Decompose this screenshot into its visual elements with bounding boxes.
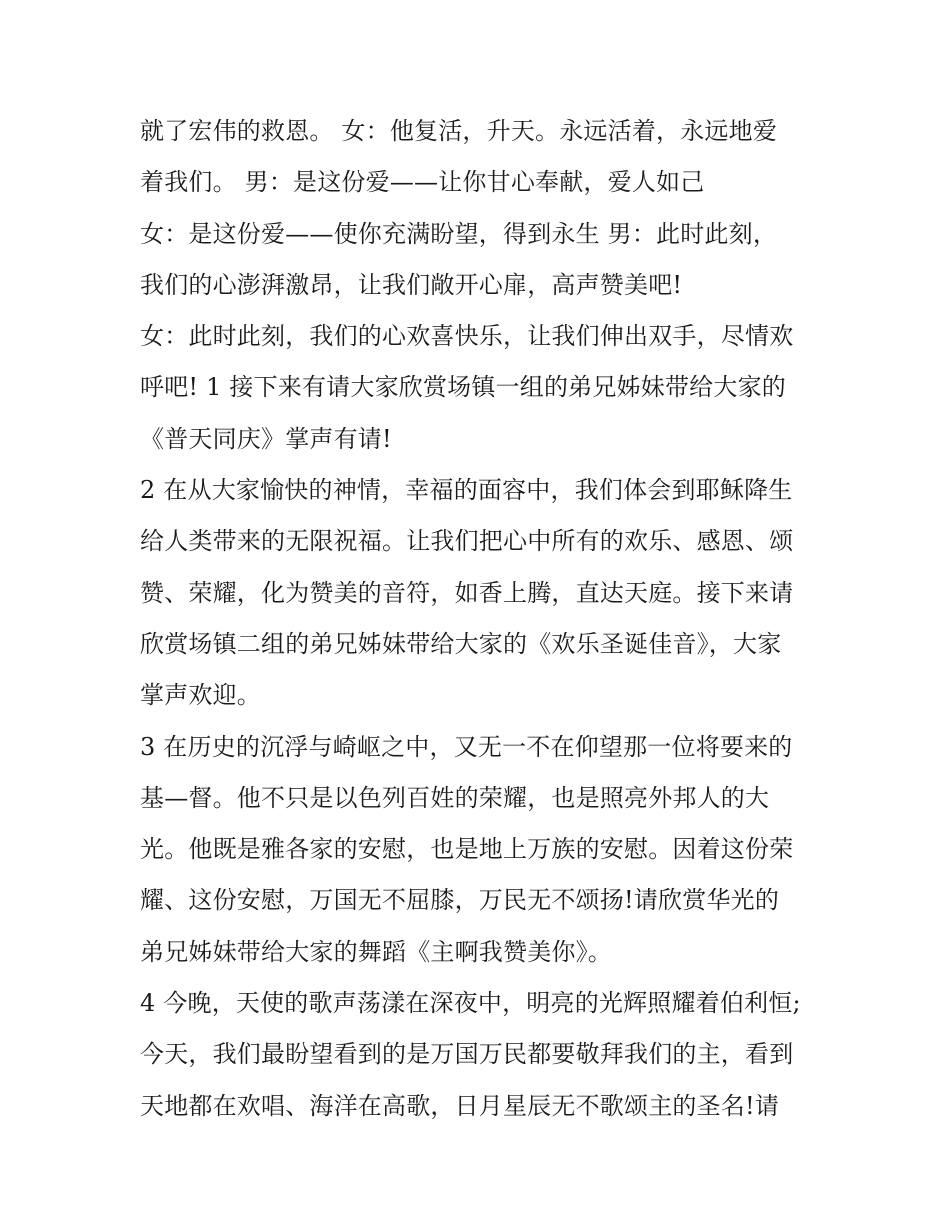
text-line: 光。他既是雅各家的安慰，也是地上万族的安慰。因着这份荣 [140,835,794,864]
text-line: 天地都在欢唱、海洋在高歌，日月星辰无不歌颂主的圣名!请 [140,1091,780,1120]
text-line: 4 今晚，天使的歌声荡漾在深夜中，明亮的光辉照耀着伯利恒; [140,989,801,1018]
text-line: 耀、这份安慰，万国无不屈膝，万民无不颂扬!请欣赏华光的 [140,886,780,915]
text-line: 着我们。 男：是这份爱——让你甘心奉献，爱人如己 [140,168,705,197]
text-line: 呼吧! 1 接下来有请大家欣赏场镇一组的弟兄姊妹带给大家的 [140,373,786,402]
text-line: 《普天同庆》掌声有请! [140,424,392,453]
text-line: 基—督。他不只是以色列百姓的荣耀，也是照亮外邦人的大 [140,783,770,812]
text-line: 掌声欢迎。 [140,681,261,710]
text-line: 弟兄姊妹带给大家的舞蹈《主啊我赞美你》。 [140,937,612,966]
body-text [140,106,820,1132]
text-line: 今天，我们最盼望看到的是万国万民都要敬拜我们的主，看到 [140,1040,794,1069]
text-line: 赞、荣耀，化为赞美的音符，如香上腾，直达天庭。接下来请 [140,578,794,607]
text-line: 女：是这份爱——使你充满盼望，得到永生 男：此时此刻， [140,219,778,248]
text-line: 2 在从大家愉快的神情，幸福的面容中，我们体会到耶稣降生 [140,476,793,505]
text-line: 欣赏场镇二组的弟兄姊妹带给大家的《欢乐圣诞佳音》，大家 [140,629,782,658]
text-line: 给人类带来的无限祝福。让我们把心中所有的欢乐、感恩、颂 [140,527,794,556]
text-line: 3 在历史的沉浮与崎岖之中，又无一不在仰望那一位将要来的 [140,732,793,761]
text-line: 女：此时此刻，我们的心欢喜快乐，让我们伸出双手，尽情欢 [140,322,794,351]
text-line: 就了宏伟的救恩。 女：他复活，升天。永远活着，永远地爱 [140,117,778,145]
text-line: 我们的心澎湃激昂，让我们敞开心扉，高声赞美吧! [140,270,683,299]
